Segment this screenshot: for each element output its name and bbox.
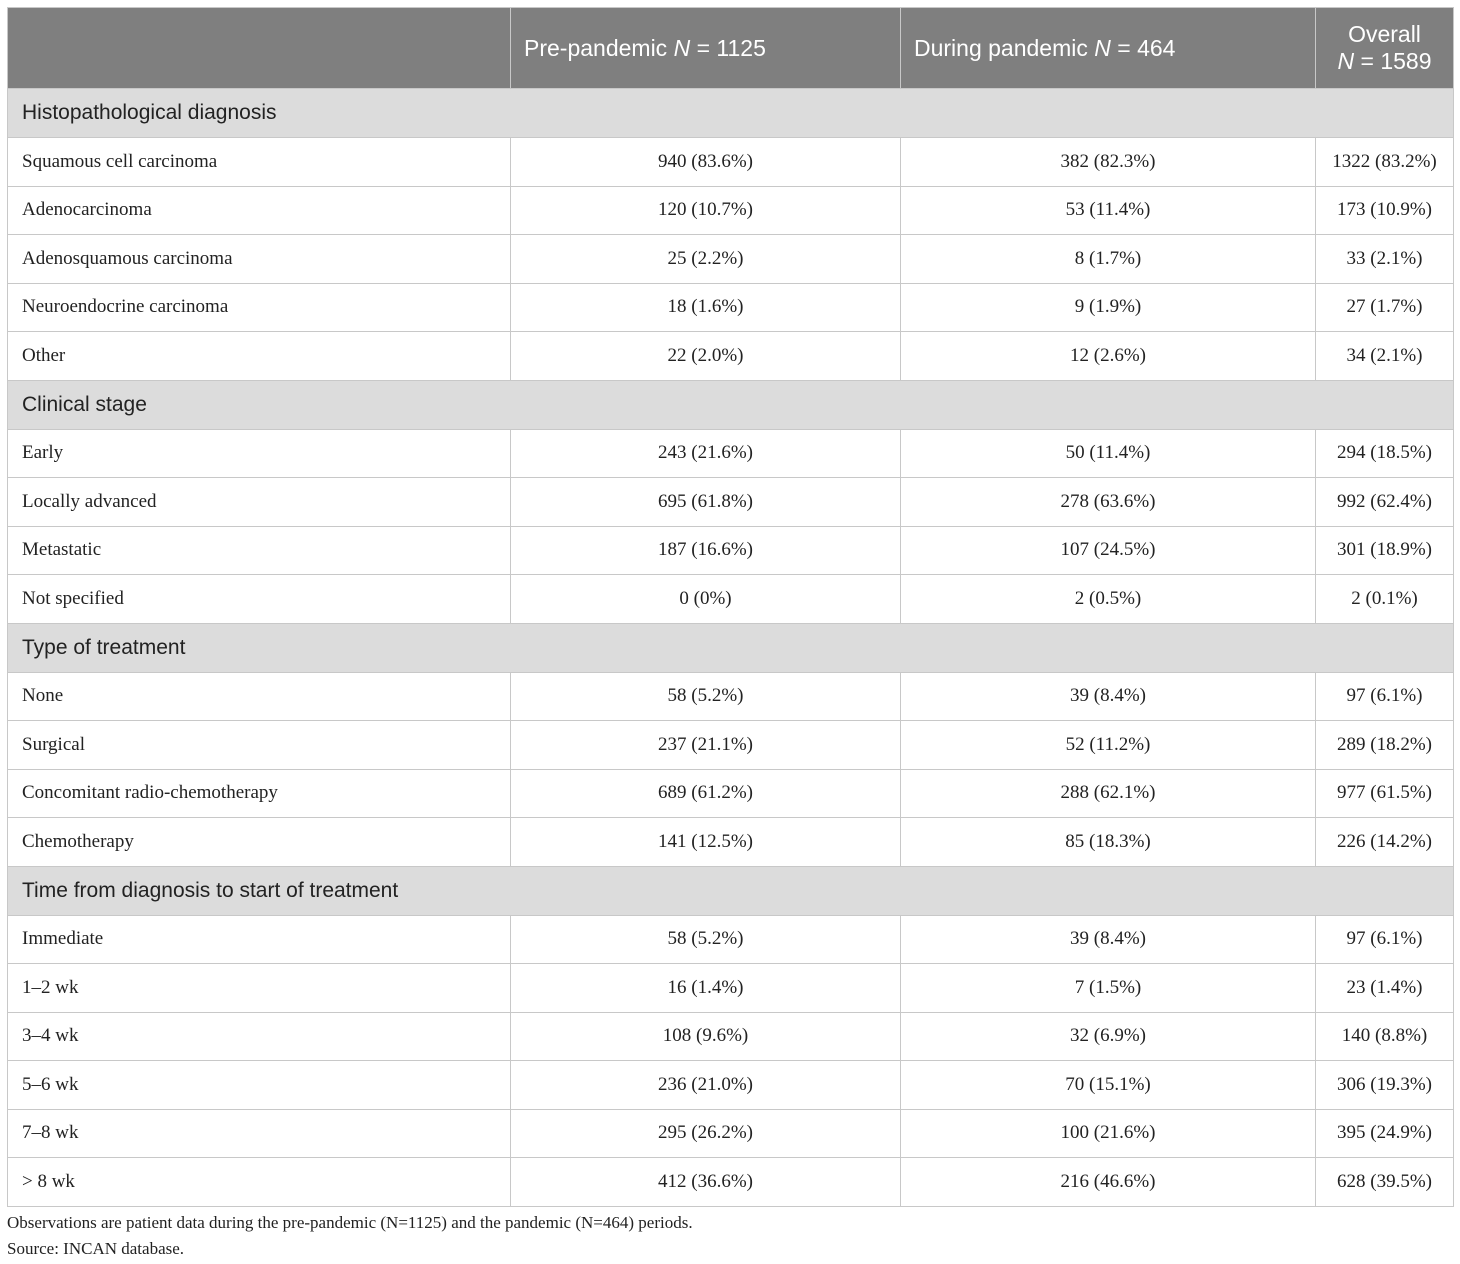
table-row xyxy=(8,332,1454,381)
row-label: Locally advanced xyxy=(8,478,511,527)
cell-pre-pandemic: 243 (21.6%) xyxy=(511,429,901,478)
section-title: Clinical stage xyxy=(8,380,1454,429)
table-row xyxy=(8,1061,1454,1110)
cell-during-pandemic: 53 (11.4%) xyxy=(901,186,1316,235)
section-row xyxy=(8,623,1454,672)
cell-during-pandemic: 39 (8.4%) xyxy=(901,915,1316,964)
table-row xyxy=(8,769,1454,818)
table-row xyxy=(8,915,1454,964)
cell-overall: 173 (10.9%) xyxy=(1316,186,1454,235)
cell-overall: 992 (62.4%) xyxy=(1316,478,1454,527)
table-row xyxy=(8,478,1454,527)
header-overall: Overall N = 1589 xyxy=(1316,8,1454,89)
section-title: Histopathological diagnosis xyxy=(8,89,1454,138)
table-row xyxy=(8,235,1454,284)
header-blank-cell xyxy=(8,8,511,89)
footnote-observations: Observations are patient data during the pre-pandemic (N=1125) and the pandemic (N=464) periods. xyxy=(7,1213,693,1232)
section-title: Type of treatment xyxy=(8,623,1454,672)
table-row xyxy=(8,186,1454,235)
row-label: Metastatic xyxy=(8,526,511,575)
section-row xyxy=(8,866,1454,915)
cell-overall: 628 (39.5%) xyxy=(1316,1158,1454,1207)
cell-during-pandemic: 12 (2.6%) xyxy=(901,332,1316,381)
cell-pre-pandemic: 16 (1.4%) xyxy=(511,964,901,1013)
row-label: Adenosquamous carcinoma xyxy=(8,235,511,284)
cell-overall: 294 (18.5%) xyxy=(1316,429,1454,478)
table-row xyxy=(8,721,1454,770)
cell-during-pandemic: 107 (24.5%) xyxy=(901,526,1316,575)
cell-during-pandemic: 278 (63.6%) xyxy=(901,478,1316,527)
cell-pre-pandemic: 295 (26.2%) xyxy=(511,1109,901,1158)
table-row xyxy=(8,429,1454,478)
cell-pre-pandemic: 187 (16.6%) xyxy=(511,526,901,575)
row-label: > 8 wk xyxy=(8,1158,511,1207)
cell-pre-pandemic: 18 (1.6%) xyxy=(511,283,901,332)
table-row xyxy=(8,575,1454,624)
cell-during-pandemic: 100 (21.6%) xyxy=(901,1109,1316,1158)
row-label: 7–8 wk xyxy=(8,1109,511,1158)
row-label: 5–6 wk xyxy=(8,1061,511,1110)
cell-pre-pandemic: 689 (61.2%) xyxy=(511,769,901,818)
cell-pre-pandemic: 108 (9.6%) xyxy=(511,1012,901,1061)
cell-overall: 289 (18.2%) xyxy=(1316,721,1454,770)
cell-pre-pandemic: 141 (12.5%) xyxy=(511,818,901,867)
row-label: Adenocarcinoma xyxy=(8,186,511,235)
cell-during-pandemic: 382 (82.3%) xyxy=(901,138,1316,187)
cell-overall: 977 (61.5%) xyxy=(1316,769,1454,818)
header-during-pandemic: During pandemic N = 464 xyxy=(901,8,1316,89)
cell-during-pandemic: 32 (6.9%) xyxy=(901,1012,1316,1061)
cell-pre-pandemic: 58 (5.2%) xyxy=(511,672,901,721)
table-row xyxy=(8,964,1454,1013)
row-label: Concomitant radio-chemotherapy xyxy=(8,769,511,818)
table-row xyxy=(8,672,1454,721)
row-label: Immediate xyxy=(8,915,511,964)
row-label: Neuroendocrine carcinoma xyxy=(8,283,511,332)
cell-pre-pandemic: 0 (0%) xyxy=(511,575,901,624)
header-pre-pandemic: Pre-pandemic N = 1125 xyxy=(511,8,901,89)
cell-overall: 97 (6.1%) xyxy=(1316,915,1454,964)
cell-overall: 23 (1.4%) xyxy=(1316,964,1454,1013)
cell-pre-pandemic: 412 (36.6%) xyxy=(511,1158,901,1207)
cell-during-pandemic: 216 (46.6%) xyxy=(901,1158,1316,1207)
table-row xyxy=(8,138,1454,187)
cell-pre-pandemic: 58 (5.2%) xyxy=(511,915,901,964)
table-row xyxy=(8,1012,1454,1061)
cell-during-pandemic: 288 (62.1%) xyxy=(901,769,1316,818)
cell-overall: 301 (18.9%) xyxy=(1316,526,1454,575)
cell-during-pandemic: 39 (8.4%) xyxy=(901,672,1316,721)
cell-pre-pandemic: 22 (2.0%) xyxy=(511,332,901,381)
cell-during-pandemic: 7 (1.5%) xyxy=(901,964,1316,1013)
table-body xyxy=(8,89,1454,1207)
cell-overall: 1322 (83.2%) xyxy=(1316,138,1454,187)
table-row xyxy=(8,1158,1454,1207)
row-label: Squamous cell carcinoma xyxy=(8,138,511,187)
cell-pre-pandemic: 236 (21.0%) xyxy=(511,1061,901,1110)
table-row xyxy=(8,818,1454,867)
row-label: Chemotherapy xyxy=(8,818,511,867)
section-title: Time from diagnosis to start of treatment xyxy=(8,866,1454,915)
cell-pre-pandemic: 120 (10.7%) xyxy=(511,186,901,235)
cell-during-pandemic: 85 (18.3%) xyxy=(901,818,1316,867)
header-row xyxy=(8,8,1454,89)
cell-during-pandemic: 2 (0.5%) xyxy=(901,575,1316,624)
row-label: Early xyxy=(8,429,511,478)
cell-pre-pandemic: 940 (83.6%) xyxy=(511,138,901,187)
cell-overall: 97 (6.1%) xyxy=(1316,672,1454,721)
row-label: 3–4 wk xyxy=(8,1012,511,1061)
row-label: None xyxy=(8,672,511,721)
cell-pre-pandemic: 695 (61.8%) xyxy=(511,478,901,527)
cell-overall: 27 (1.7%) xyxy=(1316,283,1454,332)
footnote-source: Source: INCAN database. xyxy=(7,1239,185,1258)
cell-overall: 395 (24.9%) xyxy=(1316,1109,1454,1158)
row-label: Not specified xyxy=(8,575,511,624)
table-row xyxy=(8,1109,1454,1158)
section-row xyxy=(8,89,1454,138)
cell-overall: 2 (0.1%) xyxy=(1316,575,1454,624)
cell-during-pandemic: 50 (11.4%) xyxy=(901,429,1316,478)
cell-overall: 34 (2.1%) xyxy=(1316,332,1454,381)
row-label: Other xyxy=(8,332,511,381)
section-row xyxy=(8,380,1454,429)
cell-pre-pandemic: 25 (2.2%) xyxy=(511,235,901,284)
cell-pre-pandemic: 237 (21.1%) xyxy=(511,721,901,770)
cell-during-pandemic: 70 (15.1%) xyxy=(901,1061,1316,1110)
cell-overall: 226 (14.2%) xyxy=(1316,818,1454,867)
table-row xyxy=(8,526,1454,575)
cell-during-pandemic: 9 (1.9%) xyxy=(901,283,1316,332)
table-row xyxy=(8,283,1454,332)
cell-overall: 140 (8.8%) xyxy=(1316,1012,1454,1061)
row-label: Surgical xyxy=(8,721,511,770)
cell-during-pandemic: 8 (1.7%) xyxy=(901,235,1316,284)
cell-overall: 33 (2.1%) xyxy=(1316,235,1454,284)
row-label: 1–2 wk xyxy=(8,964,511,1013)
cell-overall: 306 (19.3%) xyxy=(1316,1061,1454,1110)
results-table xyxy=(7,7,1454,1207)
cell-during-pandemic: 52 (11.2%) xyxy=(901,721,1316,770)
